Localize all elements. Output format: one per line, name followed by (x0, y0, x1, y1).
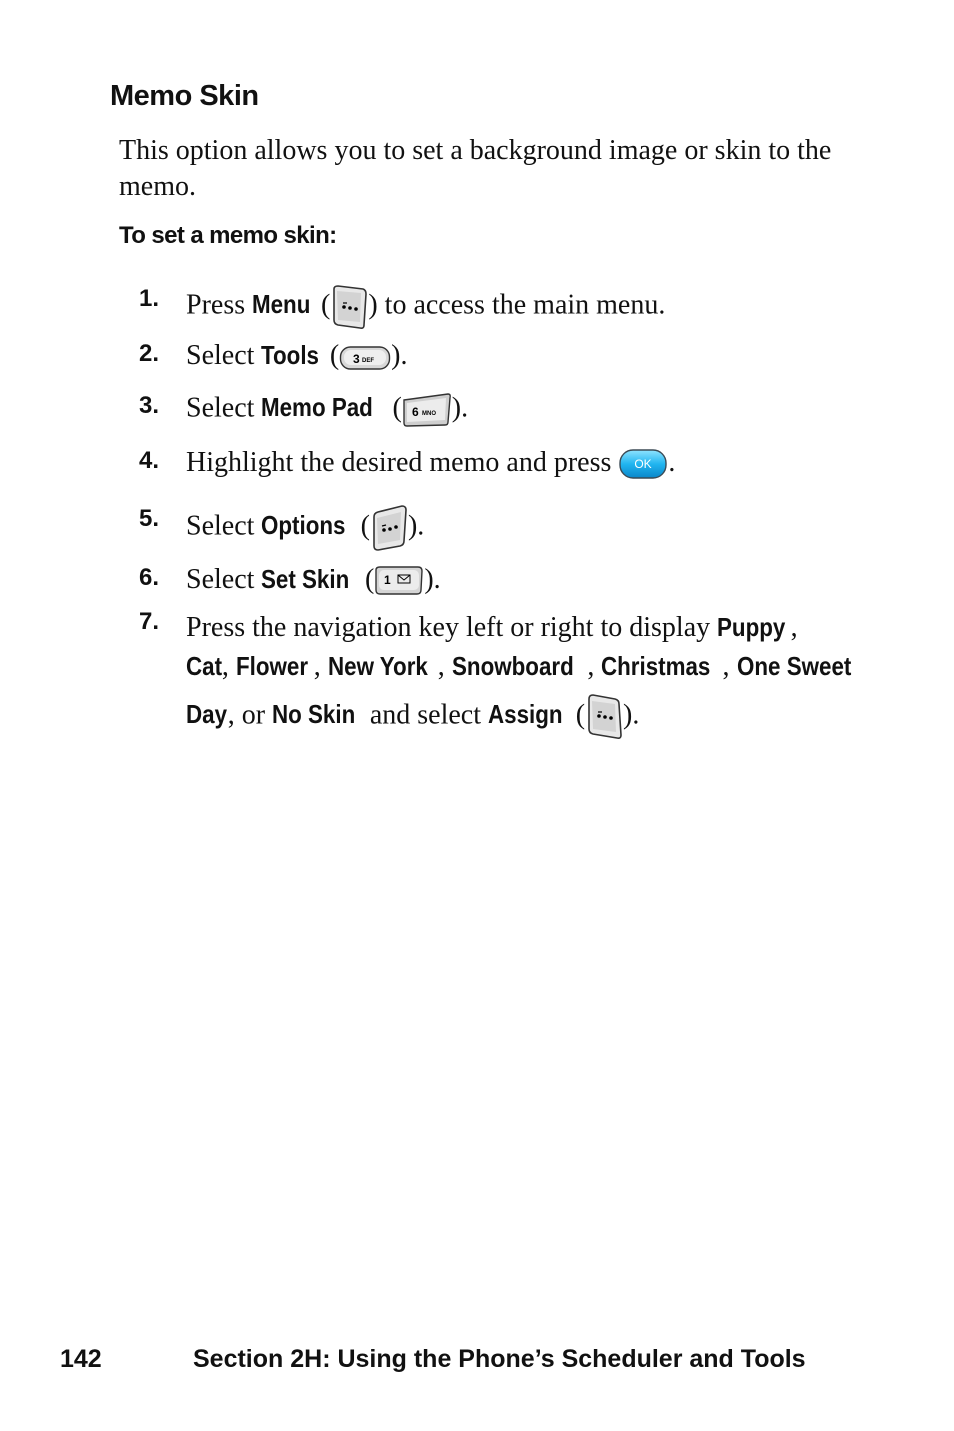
key-digit: 6 (411, 405, 419, 419)
option-day: Day (186, 699, 228, 730)
step-number: 3. (139, 392, 160, 419)
step-number: 4. (139, 447, 160, 474)
ok-label: OK (634, 456, 653, 471)
option-puppy: Puppy (717, 612, 786, 642)
step-text: Select (186, 564, 262, 595)
options-label: Options (261, 510, 346, 541)
key-digit: 1 (384, 572, 392, 587)
step-text: ( (353, 510, 370, 542)
option-one-sweet: One Sweet (736, 651, 851, 681)
step-text: ( (358, 564, 375, 595)
option-christmas: Christmas (601, 651, 711, 681)
intro-paragraph: This option allows you to set a background image or skin to the memo. (119, 135, 832, 202)
step-text: Select (186, 510, 262, 542)
option-flower: Flower (235, 651, 308, 681)
step-text: Highlight the desired memo and press (186, 447, 619, 478)
key-letters: DEF (362, 357, 375, 364)
softkey-left-icon (585, 694, 623, 740)
step-7 (139, 608, 869, 748)
option-no-skin: No Skin (272, 699, 356, 730)
step-text: ). (424, 564, 441, 595)
step-text: and select (362, 699, 488, 731)
step-text: ). (451, 392, 469, 424)
step-text: ( (385, 392, 402, 424)
assign-label: Assign (488, 699, 563, 730)
key-3-icon (339, 342, 391, 374)
key-letters: MNO (421, 411, 436, 417)
tools-label: Tools (261, 340, 320, 370)
separator: , (722, 651, 730, 682)
step-text: ) to access the main menu. (368, 289, 666, 321)
step-text: ( (314, 289, 331, 321)
procedure-heading: To set a memo skin: (119, 222, 337, 249)
option-snowboard: Snowboard (451, 651, 574, 681)
step-number: 5. (139, 505, 160, 532)
separator: , (790, 612, 798, 643)
separator: , (221, 651, 229, 682)
step-text: Press (186, 289, 253, 321)
step-text: . (668, 447, 676, 478)
step-text: Press the navigation key left or right to display (186, 612, 718, 643)
step-number: 1. (139, 285, 160, 312)
key-6-icon (402, 392, 452, 428)
step-text: Select (186, 340, 262, 371)
separator: , (587, 651, 595, 682)
key-1-icon (374, 566, 424, 598)
separator: , (437, 651, 445, 682)
page-number: 142 (60, 1345, 102, 1373)
section-heading: Memo Skin (110, 80, 259, 112)
softkey-right-icon (370, 505, 408, 551)
step-text: ( (568, 699, 586, 731)
step-number: 6. (139, 564, 160, 591)
ok-key-icon (618, 448, 668, 482)
step-text: Select (186, 392, 262, 424)
step-text: ). (391, 340, 408, 371)
menu-label: Menu (252, 289, 311, 320)
footer-section-title: Section 2H: Using the Phone’s Scheduler and Tools (193, 1345, 806, 1373)
set-skin-label: Set Skin (261, 564, 350, 594)
step-number: 7. (139, 608, 160, 635)
key-digit: 3 (353, 351, 360, 366)
step-text: ). (623, 699, 640, 731)
separator: , (313, 651, 321, 682)
step-text: ( (322, 340, 340, 371)
option-cat: Cat (186, 651, 223, 681)
memo-pad-label: Memo Pad (261, 392, 374, 423)
step-text: ). (407, 510, 425, 542)
step-text: , or (227, 699, 273, 731)
softkey-menu-icon (330, 285, 368, 329)
option-new-york: New York (327, 651, 428, 681)
step-number: 2. (139, 340, 160, 367)
